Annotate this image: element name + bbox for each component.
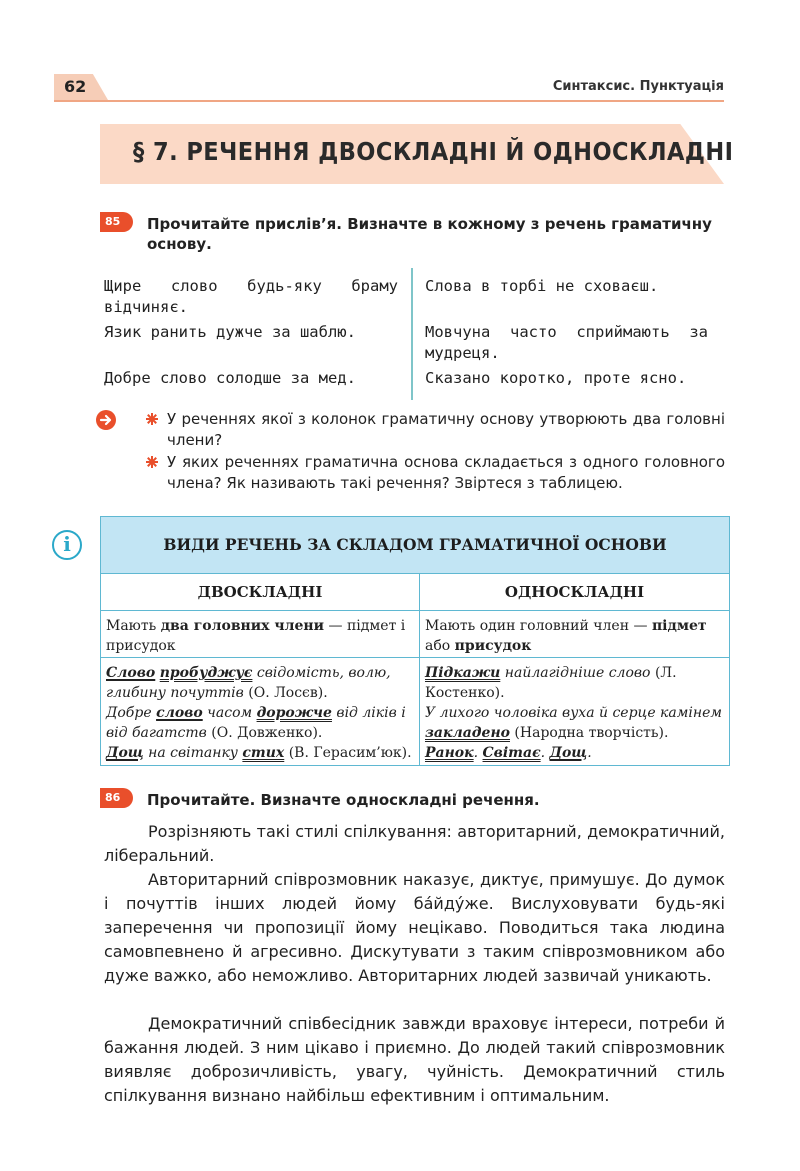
table-divider (101, 610, 729, 611)
table-divider (101, 657, 729, 658)
proverb-left-1: Щире слово будь-яку браму відчиняє. (104, 277, 398, 316)
task-86-instruction: Прочитайте. Визначте односкладні речення. (147, 791, 540, 809)
proverb-left-3: Добре слово солодше за мед. (104, 369, 356, 387)
column-header-two-part: ДВОСКЛАДНІ (197, 583, 323, 601)
reading-paragraph-2: Авторитарний співрозмовник наказує, диктує, примушує. До думок і почуттів інших людей йому ба́йду́же. Вислуховувати будь-які заперечення чи пропозиції йому нецікаво. Поводиться така людина самовпевнено й агресивно. Дискутувати з таким співрозмовником або дуже важко, або неможливо. Авторитарних людей зазвичай уникають. (104, 870, 725, 985)
section-title: § 7. РЕЧЕННЯ ДВОСКЛАДНІ Й ОДНОСКЛАДНІ (133, 137, 734, 166)
task-85-badge: 85 (100, 212, 133, 232)
task-86-badge: 86 (100, 788, 133, 808)
table-title: ВИДИ РЕЧЕНЬ ЗА СКЛАДОМ ГРАМАТИЧНОЇ ОСНОВИ (163, 535, 667, 554)
definition-one-part: Мають один головний член — підмет або присудок (425, 618, 707, 654)
definition-two-part: Мають два головних члени — підмет і присудок (106, 618, 406, 654)
asterisk-bullet-icon (146, 413, 158, 425)
proverb-left-2: Язик ранить дужче за шаблю. (104, 323, 356, 341)
header-divider (54, 100, 724, 102)
examples-two-part: Слово пробуджує свідомість, волю, глибину почуттів (О. Лосєв). Добре слово часом дорожче від ліків і від багатств (О. Довженко). Дощ на світанку стих (В. Герасим’юк). (106, 665, 412, 761)
question-1: У реченнях якої з колонок граматичну основу утворюють два головні члени? (167, 410, 725, 449)
examples-one-part: Підкажи найлагідніше слово (Л. Костенко). У лихого чоловіка вуха й серце камінем закладено (Народна творчість). Ранок. Світає. Дощ. (425, 665, 722, 761)
proverb-right-1: Слова в торбі не сховаєш. (425, 277, 659, 295)
page-number: 62 (64, 77, 87, 96)
asterisk-bullet-icon (146, 456, 158, 468)
proverb-right-2: Мовчуна часто сприймають за мудреця. (425, 323, 708, 362)
task-85-instruction: Прочитайте прислів’я. Визначте в кожному з речень граматичну основу. (147, 215, 712, 253)
proverb-column-divider (411, 268, 413, 400)
proverb-right-3: Сказано коротко, проте ясно. (425, 369, 687, 387)
arrow-right-icon (96, 410, 116, 430)
question-2: У яких реченнях граматична основа складається з одного головного члена? Як називають такі речення? Звіртеся з таблицею. (167, 453, 725, 492)
column-header-one-part: ОДНОСКЛАДНІ (504, 583, 645, 601)
table-divider (101, 573, 729, 574)
table-column-divider (419, 573, 420, 765)
info-icon: i (52, 530, 82, 560)
reading-paragraph-1: Розрізняють такі стилі спілкування: авторитарний, демократичний, ліберальний. (104, 822, 725, 865)
reading-paragraph-3: Демократичний співбесідник завжди враховує інтереси, потреби й бажання людей. З ним цікаво і приємно. До людей такий співрозмовник виявляє доброзичливість, увагу, чуйність. Демократичний стиль спілкування визнано найбільш ефективним і оптимальним. (104, 1014, 725, 1105)
chapter-title: Синтаксис. Пунктуація (552, 79, 724, 94)
